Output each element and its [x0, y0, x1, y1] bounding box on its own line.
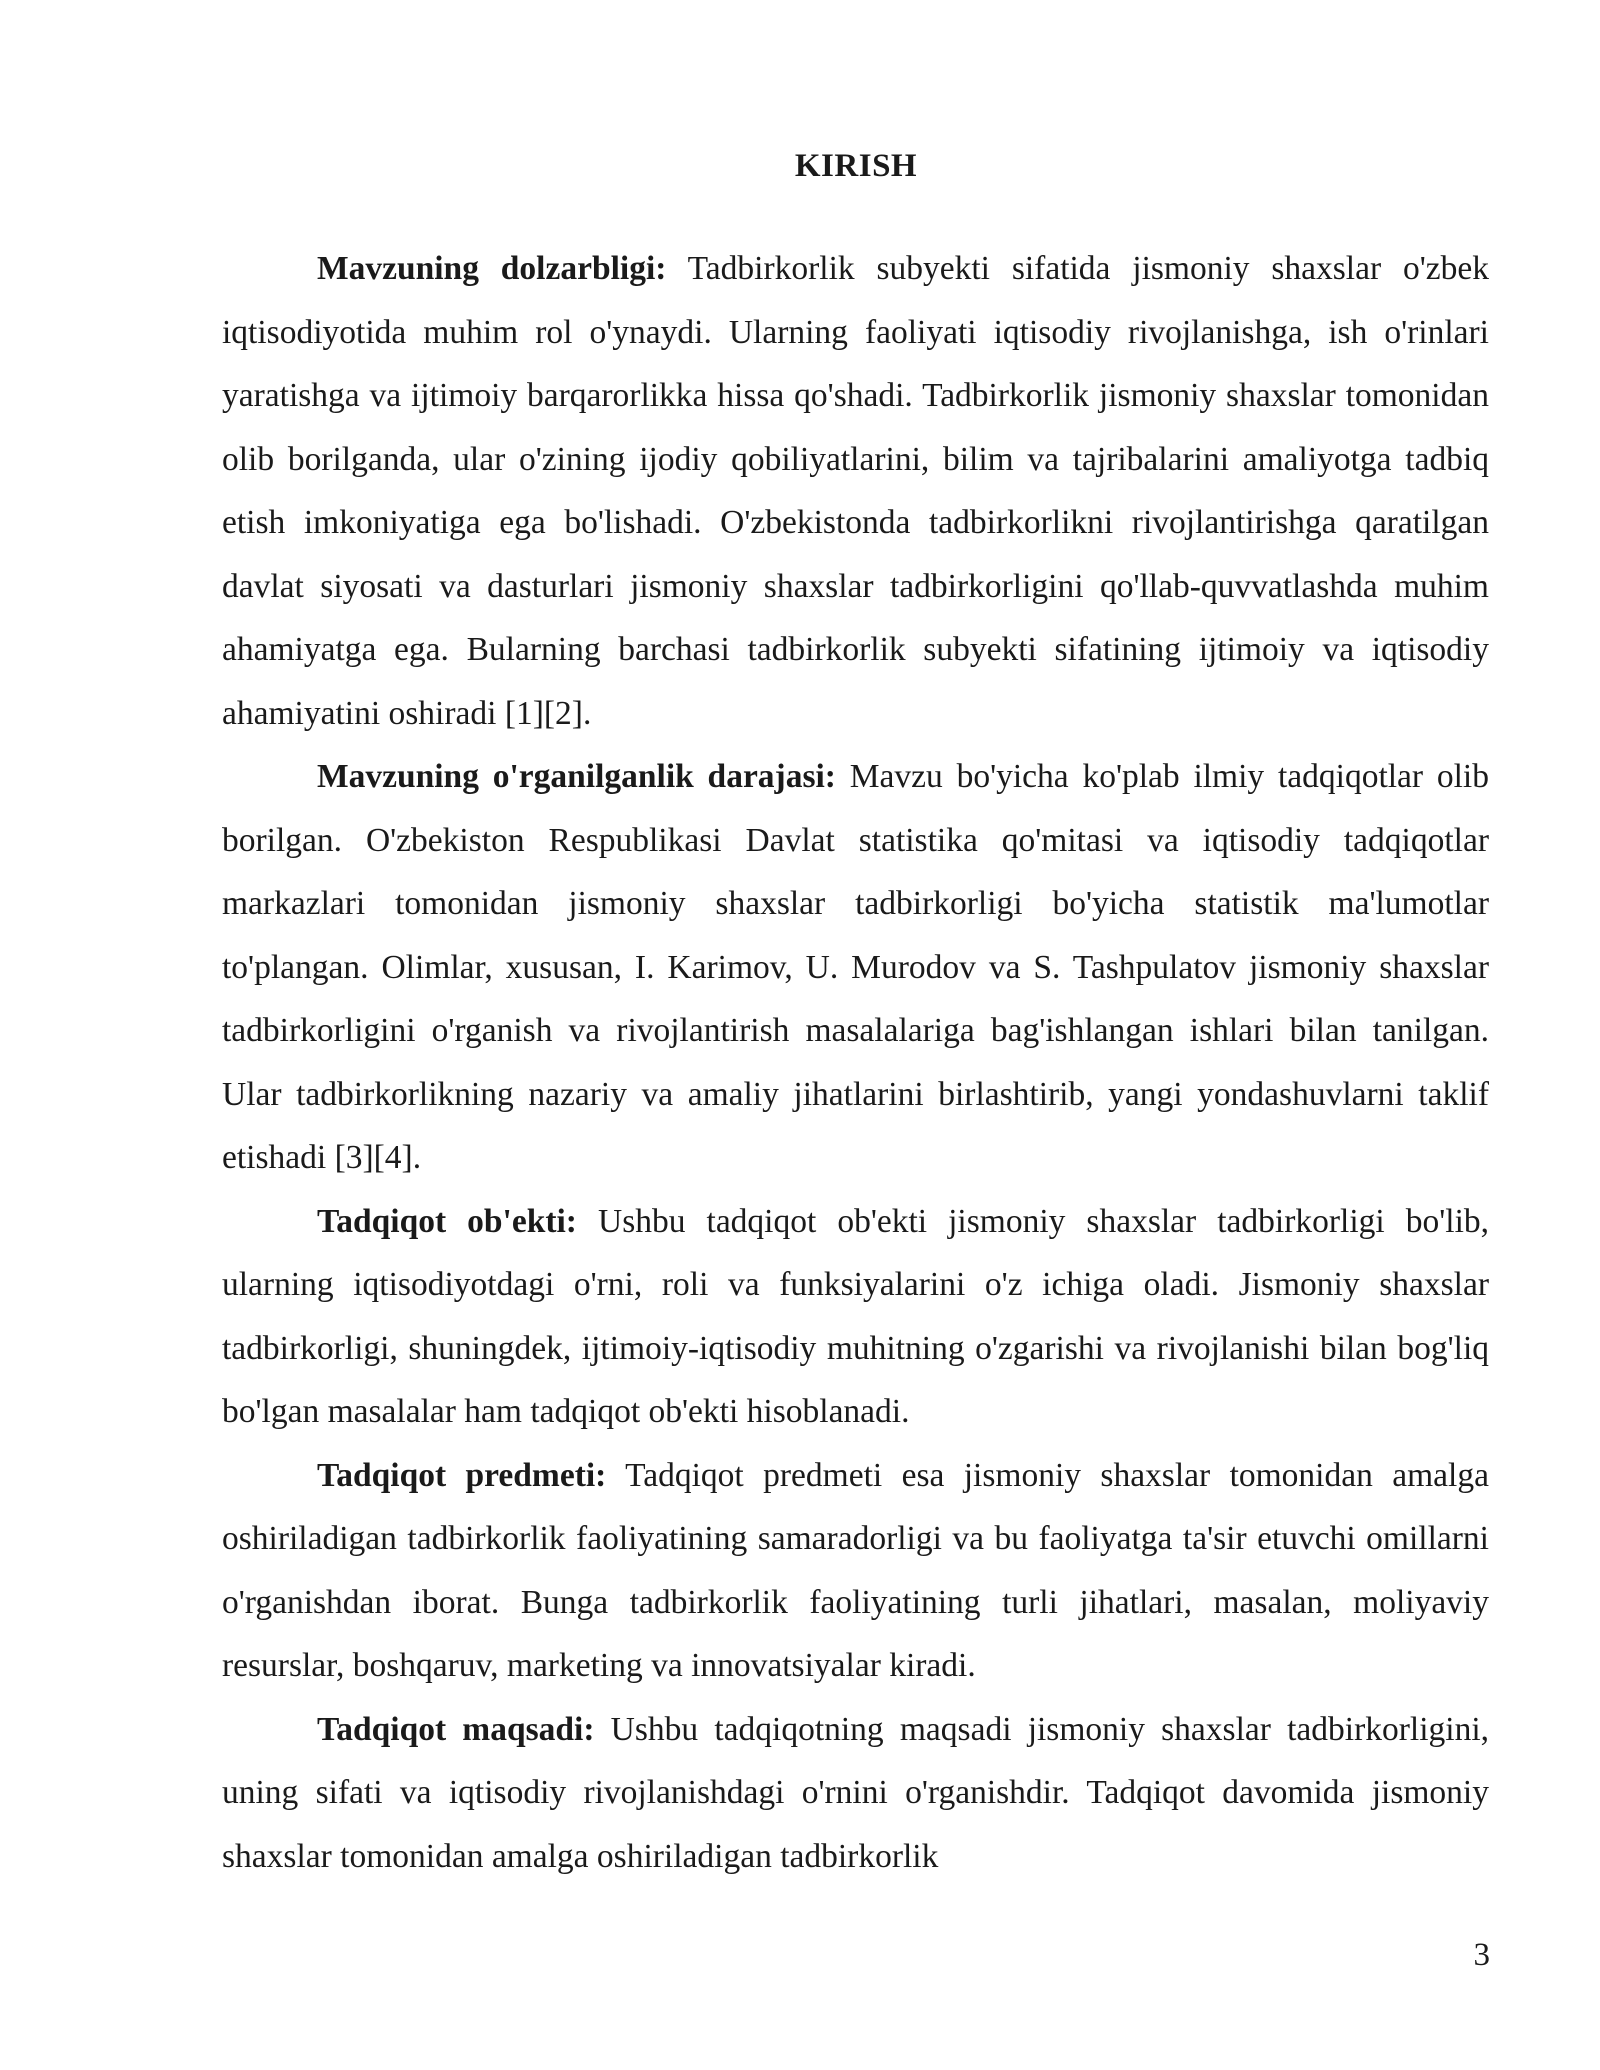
paragraph-label: Tadqiqot ob'ekti:	[317, 1202, 577, 1240]
paragraph-text: Mavzu bo'yicha ko'plab ilmiy tadqiqotlar olib borilgan. O'zbekiston Respublikasi Davlat statistika qo'mitasi va iqtisodiy tadqiqotlar markazlari tomonidan jismoniy shaxslar tadbirkorligi bo'yicha statistik ma'lumotlar to'plangan. Olimlar, xususan, I. Karimov, U. Murodov va S. Tashpulatov jismoniy shaxslar tadbirkorligini o'rganish va rivojlantirish masalalariga bag'ishlangan ishlari bilan tanilgan. Ular tadbirkorlikning nazariy va amaliy jihatlarini birlashtirib, yangi yondashuvlarni taklif etishadi [3][4].	[222, 758, 1489, 1176]
paragraph-research-goal	[222, 1698, 1489, 1889]
paragraph-research-subject	[222, 1444, 1489, 1698]
paragraph-label: Mavzuning dolzarbligi:	[317, 250, 667, 287]
paragraph-text: Tadbirkorlik subyekti sifatida jismoniy shaxslar o'zbek iqtisodiyotida muhim rol o'ynaydi. Ularning faoliyati iqtisodiy rivojlanishga, ish o'rinlari yaratishga va ijtimoiy barqarorlikka hissa qo'shadi. Tadbirkorlik jismoniy shaxslar tomonidan olib borilganda, ular o'zining ijodiy qobiliyatlarini, bilim va tajribalarini amaliyotga tadbiq etish imkoniyatiga ega bo'lishadi. O'zbekistonda tadbirkorlikni rivojlantirishga qaratilgan davlat siyosati va dasturlari jismoniy shaxslar tadbirkorligini qo'llab-quvvatlashda muhim ahamiyatga ega. Bularning barchasi tadbirkorlik subyekti sifatining ijtimoiy va iqtisodiy ahamiyatini oshiradi [1][2].	[222, 250, 1489, 732]
section-title: KIRISH	[794, 148, 918, 184]
paragraph-text: Tadqiqot predmeti esa jismoniy shaxslar tomonidan amalga oshiriladigan tadbirkorlik faoliyatining samaradorligi va bu faoliyatga ta'sir etuvchi omillarni o'rganishdan iborat. Bunga tadbirkorlik faoliyatining turli jihatlari, masalan, moliyaviy resurslar, boshqaruv, marketing va innovatsiyalar kiradi.	[222, 1456, 1489, 1684]
paragraph-label: Tadqiqot maqsadi:	[317, 1710, 595, 1748]
paragraph-research-object	[222, 1190, 1489, 1444]
page-number: 3	[1473, 1937, 1490, 1973]
paragraph-text: Ushbu tadqiqotning maqsadi jismoniy shaxslar tadbirkorligini, uning sifati va iqtisodiy rivojlanishdagi o'rnini o'rganishdir. Tadqiqot davomida jismoniy shaxslar tomonidan amalga oshiriladigan tadbirkorlik	[222, 1710, 1489, 1875]
body-text	[222, 237, 1489, 1888]
paragraph-relevance	[222, 237, 1489, 745]
paragraph-label: Mavzuning o'rganilganlik darajasi:	[317, 758, 836, 795]
paragraph-text: Ushbu tadqiqot ob'ekti jismoniy shaxslar tadbirkorligi bo'lib, ularning iqtisodiyotdagi o'rni, roli va funksiyalarini o'z ichiga oladi. Jismoniy shaxslar tadbirkorligi, shuningdek, ijtimoiy-iqtisodiy muhitning o'zgarishi va rivojlanishi bilan bog'liq bo'lgan masalalar ham tadqiqot ob'ekti hisoblanadi.	[222, 1202, 1489, 1430]
paragraph-label: Tadqiqot predmeti:	[317, 1456, 607, 1494]
paragraph-study-level	[222, 745, 1489, 1190]
